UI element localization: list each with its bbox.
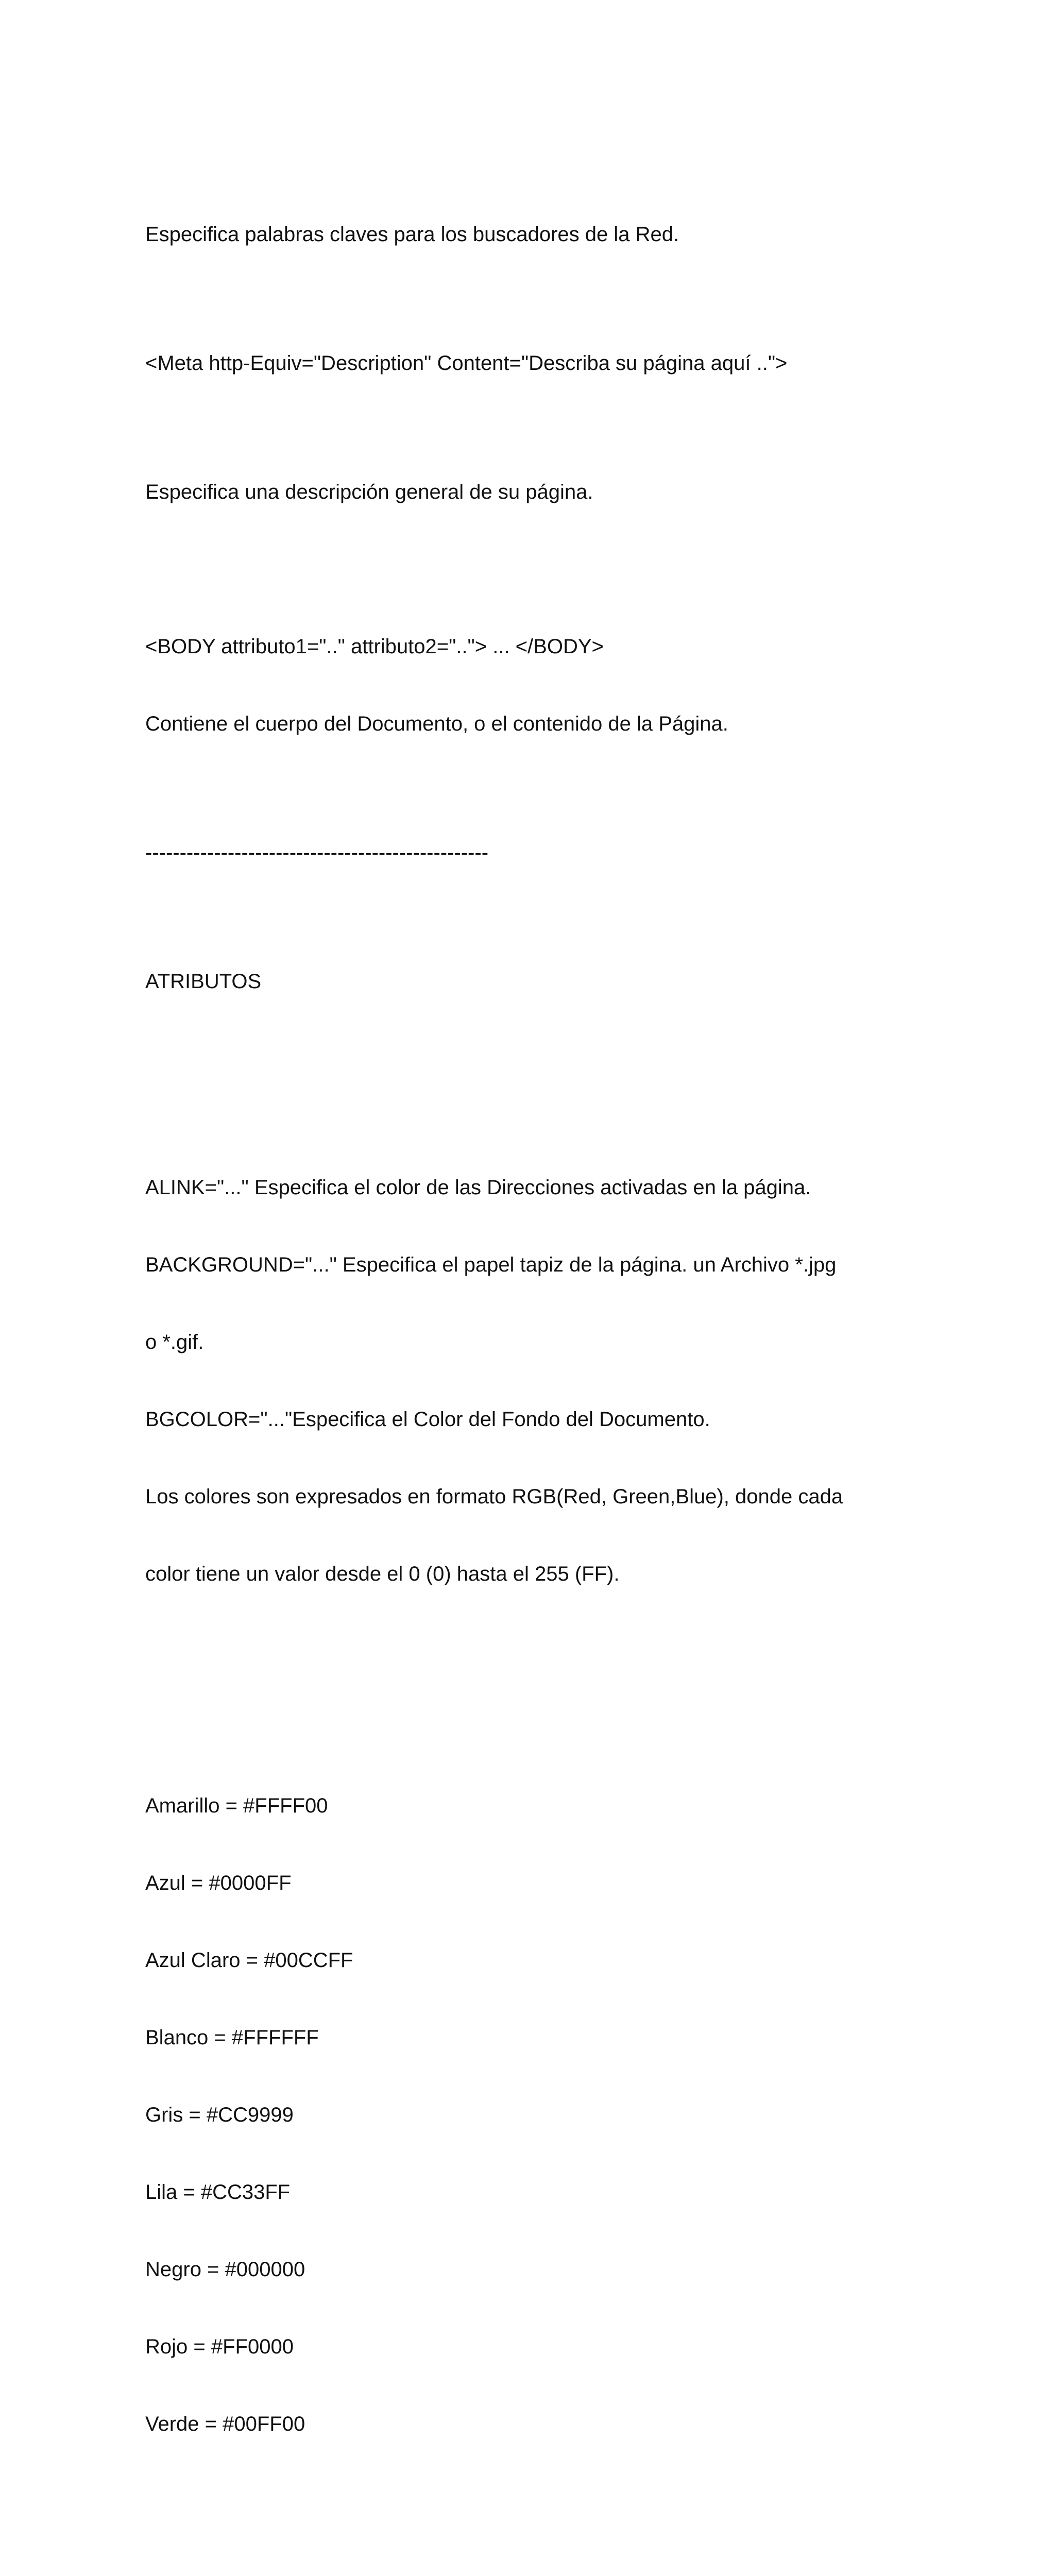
color-item: Amarillo = #FFFF00 (145, 1794, 328, 1817)
color-item: Negro = #000000 (145, 2258, 305, 2281)
separator-line: -------------------------------------------------- (145, 841, 489, 864)
color-item: Gris = #CC9999 (145, 2104, 294, 2126)
attribute-line: BACKGROUND="..." Especifica el papel tapiz de la página. un Archivo *.jpg (145, 1253, 837, 1276)
attribute-line: color tiene un valor desde el 0 (0) hasta el 255 (FF). (145, 1563, 620, 1585)
color-item: Lila = #CC33FF (145, 2181, 291, 2204)
color-item: Rojo = #FF0000 (145, 2335, 294, 2358)
attribute-line: ALINK="..." Especifica el color de las Direcciones activadas en la página. (145, 1176, 811, 1199)
meta-description-tag: <Meta http-Equiv="Description" Content="Describa su página aquí .."> (145, 352, 788, 375)
keywords-description: Especifica palabras claves para los buscadores de la Red. (145, 223, 679, 246)
meta-description-explanation: Especifica una descripción general de su página. (145, 481, 593, 503)
color-list (145, 1741, 918, 2488)
body-tag-explanation: Contiene el cuerpo del Documento, o el contenido de la Página. (145, 713, 728, 735)
attribute-line: Los colores son expresados en formato RGB(Red, Green,Blue), donde cada (145, 1485, 843, 1508)
attribute-line: o *.gif. (145, 1331, 204, 1353)
attributes-list-a (145, 1123, 918, 1638)
color-item: Azul = #0000FF (145, 1872, 292, 1894)
section-heading-atributos: ATRIBUTOS (145, 970, 262, 993)
body-tag: <BODY attributo1=".." attributo2=".."> ... </BODY> (145, 635, 604, 658)
color-item: Blanco = #FFFFFF (145, 2026, 319, 2049)
attribute-line: BGCOLOR="..."Especifica el Color del Fondo del Documento. (145, 1408, 710, 1431)
color-item: Azul Claro = #00CCFF (145, 1949, 353, 1972)
color-item: Verde = #00FF00 (145, 2413, 305, 2435)
document-body (145, 144, 918, 2576)
